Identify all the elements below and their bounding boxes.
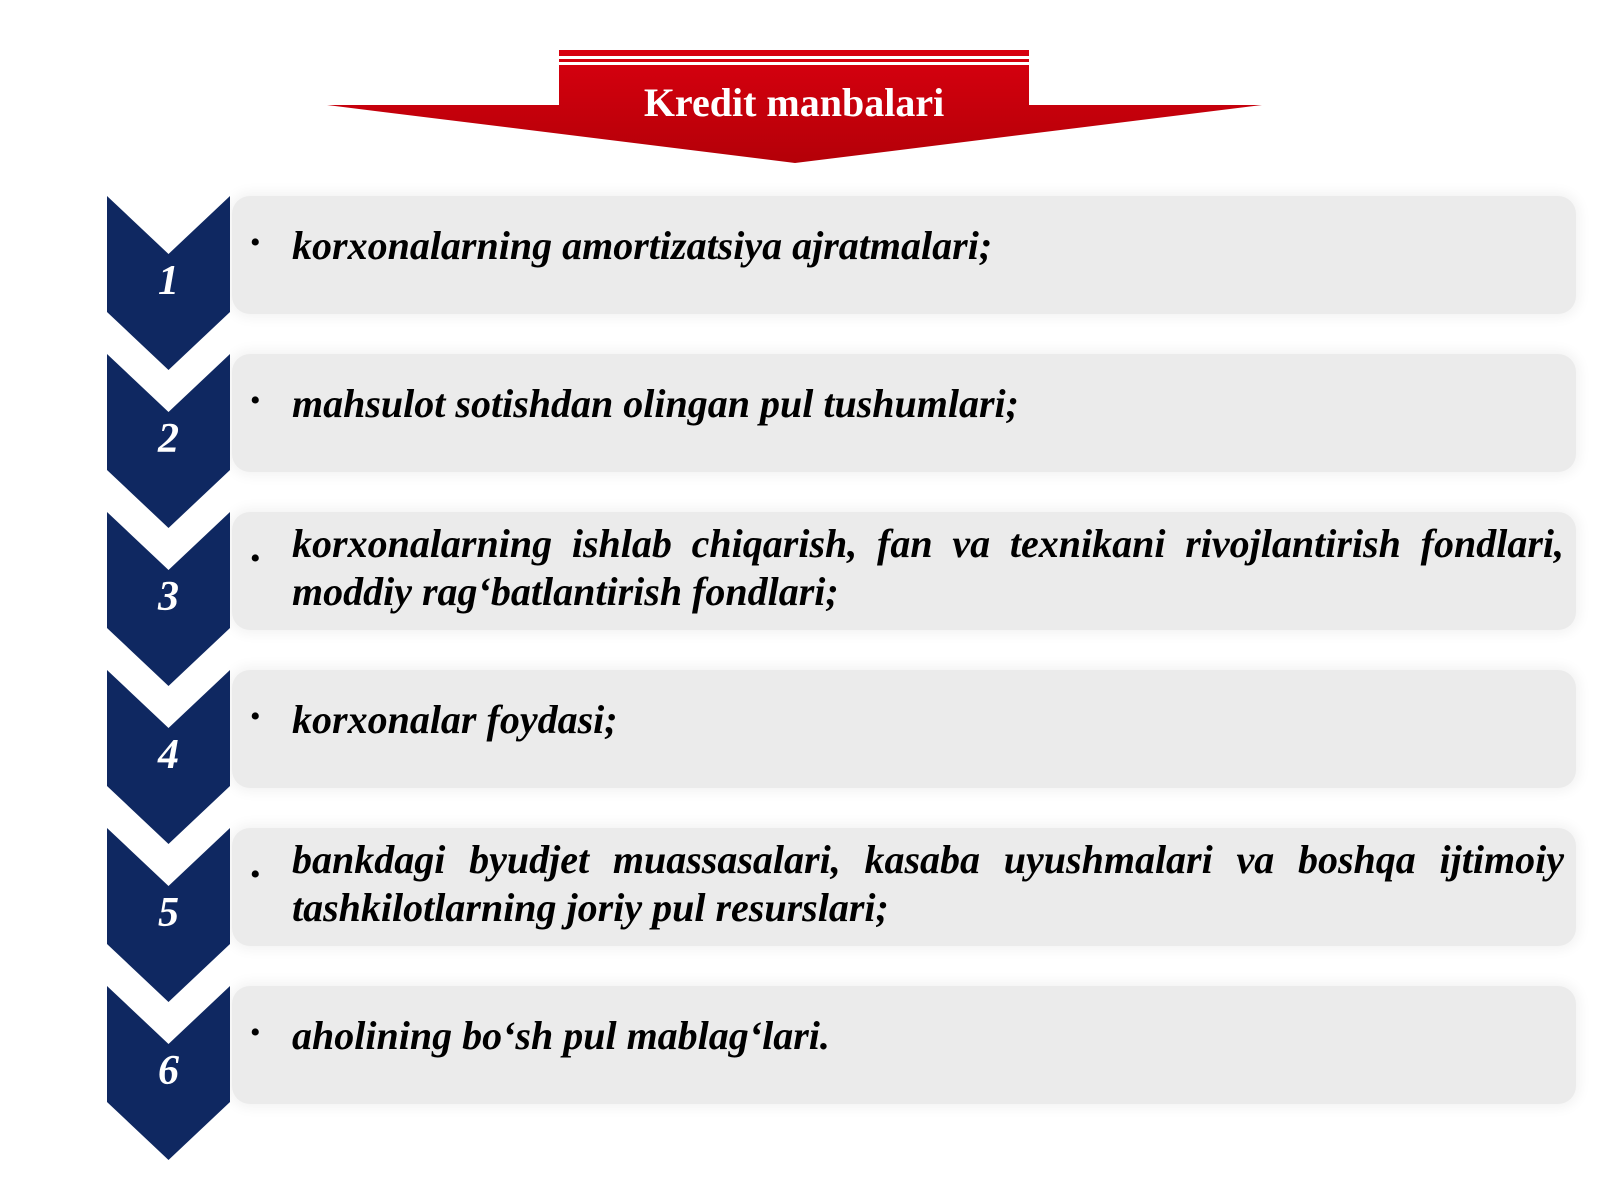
bullet-icon: • [250, 226, 261, 259]
item-text: korxonalarning ishlab chiqarish, fan va texnikani rivojlantirish fondlari, moddiy rag‘batlantirish fondlari; [292, 521, 1564, 614]
bullet-icon: • [250, 858, 261, 891]
list-item [0, 512, 1600, 672]
item-number: 5 [158, 890, 179, 936]
banner-title: Kredit manbalari [643, 80, 945, 125]
bullet-icon: • [250, 384, 261, 417]
item-number: 2 [158, 416, 179, 462]
bullet-icon: • [250, 700, 261, 733]
item-number: 6 [158, 1048, 179, 1094]
list-item [0, 828, 1600, 988]
item-text: mahsulot sotishdan olingan pul tushumlari; [292, 381, 1019, 426]
item-text: korxonalar foydasi; [292, 697, 618, 742]
item-number: 1 [158, 258, 179, 304]
item-text: korxonalarning amortizatsiya ajratmalari; [292, 223, 993, 268]
list-item [0, 670, 1600, 830]
list-item [0, 354, 1600, 514]
list-item [0, 986, 1600, 1146]
item-number: 4 [158, 732, 179, 778]
item-text: bankdagi byudjet muassasalari, kasaba uyushmalari va boshqa ijtimoiy tashkilotlarning joriy pul resurslari; [292, 837, 1564, 930]
item-number: 3 [158, 574, 179, 620]
bullet-icon: • [250, 542, 261, 575]
item-text: aholining bo‘sh pul mablag‘lari. [292, 1013, 830, 1058]
list-item [0, 196, 1600, 356]
bullet-icon: • [250, 1016, 261, 1049]
